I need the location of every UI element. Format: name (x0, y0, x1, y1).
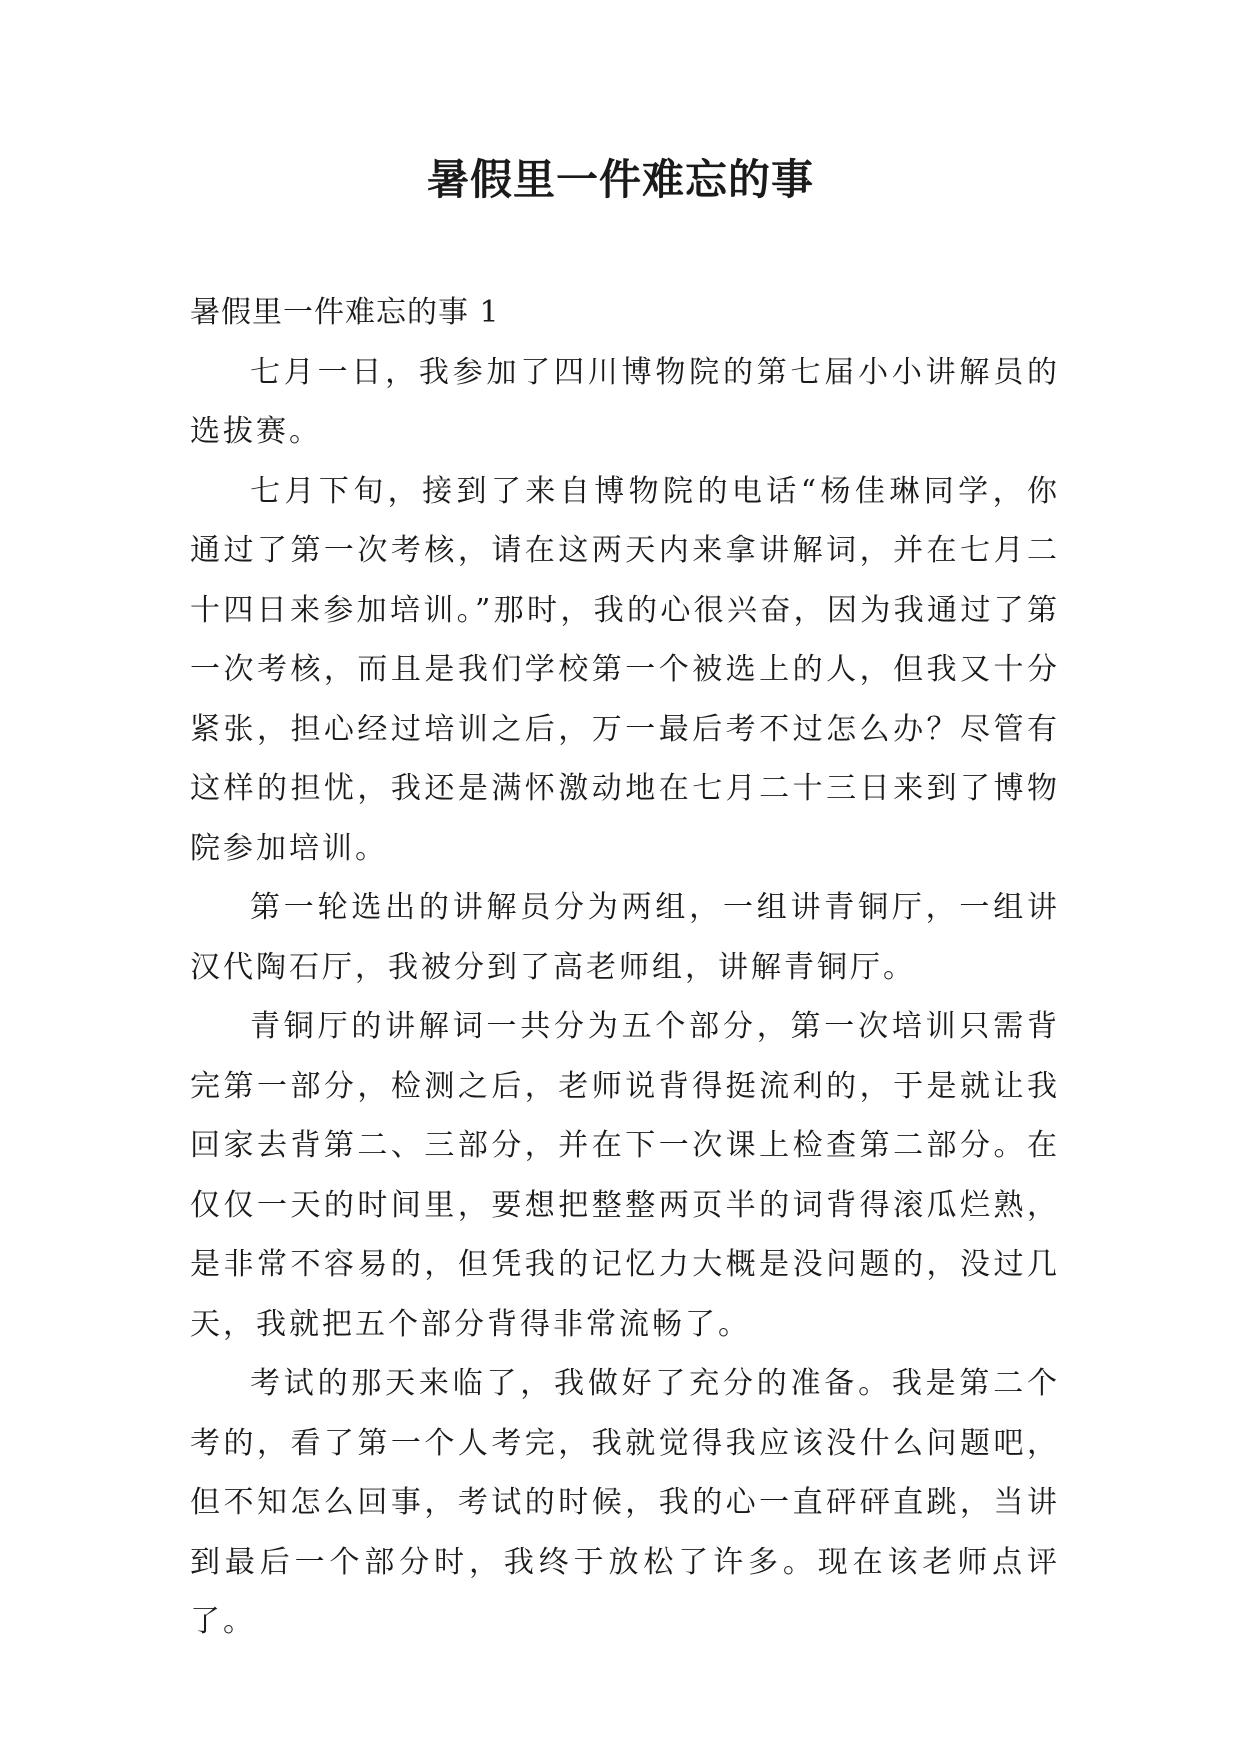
document-title: 暑假里一件难忘的事 (426, 155, 814, 204)
paragraph: 第一轮选出的讲解员分为两组，一组讲青铜厅，一组讲汉代陶石厅，我被分到了高老师组，讲解青铜厅。 (190, 890, 1060, 985)
paragraph: 考试的那天来临了，我做好了充分的准备。我是第二个考的，看了第一个人考完，我就觉得我应该没什么问题吧，但不知怎么回事，考试的时候，我的心一直砰砰直跳，当讲到最后一个部分时，我终于放松了许多。现在该老师点评了。 (190, 1366, 1060, 1639)
paragraph: 七月一日，我参加了四川博物院的第七届小小讲解员的选拔赛。 (190, 354, 1060, 449)
section-heading: 暑假里一件难忘的事 1 (190, 295, 500, 330)
paragraph: 七月下旬，接到了来自博物院的电话“杨佳琳同学，你通过了第一次考核，请在这两天内来拿讲解词，并在七月二十四日来参加培训。”那时，我的心很兴奋，因为我通过了第一次考核，而且是我们学校第一个被选上的人，但我又十分紧张，担心经过培训之后，万一最后考不过怎么办？尽管有这样的担忧，我还是满怀激动地在七月二十三日来到了博物院参加培训。 (190, 473, 1060, 866)
document-body (190, 283, 1060, 1652)
paragraph: 青铜厅的讲解词一共分为五个部分，第一次培训只需背完第一部分，检测之后，老师说背得挺流利的，于是就让我回家去背第二、三部分，并在下一次课上检查第二部分。在仅仅一天的时间里，要想把整整两页半的词背得滚瓜烂熟，是非常不容易的，但凭我的记忆力大概是没问题的，没过几天，我就把五个部分背得非常流畅了。 (190, 1009, 1060, 1342)
